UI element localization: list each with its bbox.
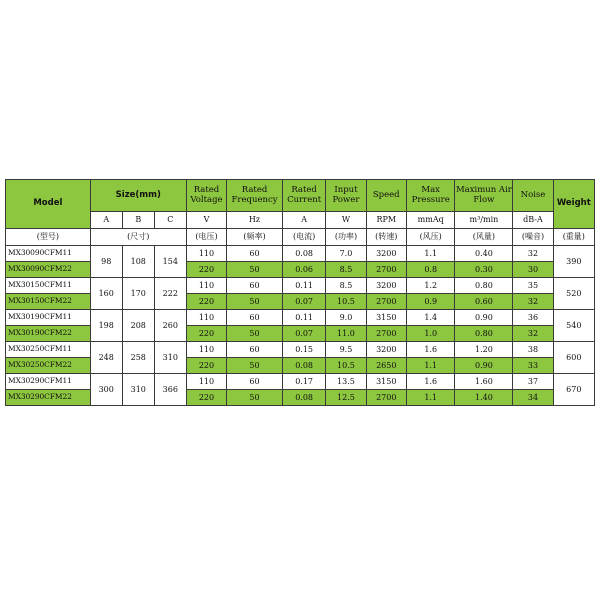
voltage-cell: 110 [186,246,226,262]
size-a-cell: 198 [90,310,122,342]
pressure-cell: 0.8 [406,262,455,278]
unit-power: W [326,212,366,229]
size-b-cell: 310 [122,374,154,406]
unit-current: A [282,212,325,229]
cn-model: (型号) [6,229,91,246]
table-row [6,278,595,294]
air-flow-cell: 0.80 [455,278,513,294]
size-a-cell: 300 [90,374,122,406]
voltage-cell: 220 [186,262,226,278]
voltage-cell: 110 [186,374,226,390]
size-c-cell: 154 [154,246,186,278]
noise-cell: 32 [513,294,553,310]
cn-voltage: (电压) [186,229,226,246]
noise-cell: 35 [513,278,553,294]
noise-cell: 32 [513,246,553,262]
header-max-air-flow: Maximun Air Flow [455,180,513,212]
unit-c: C [154,212,186,229]
air-flow-cell: 0.60 [455,294,513,310]
table-row [6,342,595,358]
speed-cell: 2700 [366,326,406,342]
size-a-cell: 248 [90,342,122,374]
speed-cell: 2700 [366,262,406,278]
header-size: Size(mm) [90,180,186,212]
model-cell: MX30190CFM22 [6,326,91,342]
current-cell: 0.08 [282,390,325,406]
model-cell: MX30090CFM22 [6,262,91,278]
speed-cell: 2700 [366,390,406,406]
power-cell: 8.5 [326,262,366,278]
power-cell: 9.5 [326,342,366,358]
speed-cell: 2700 [366,294,406,310]
current-cell: 0.11 [282,278,325,294]
frequency-cell: 50 [227,294,283,310]
power-cell: 11.0 [326,326,366,342]
air-flow-cell: 0.90 [455,358,513,374]
speed-cell: 3150 [366,310,406,326]
current-cell: 0.11 [282,310,325,326]
header-model: Model [6,180,91,229]
current-cell: 0.08 [282,246,325,262]
frequency-cell: 50 [227,326,283,342]
noise-cell: 30 [513,262,553,278]
noise-cell: 38 [513,342,553,358]
weight-cell: 600 [553,342,594,374]
frequency-cell: 60 [227,246,283,262]
pressure-cell: 1.1 [406,390,455,406]
current-cell: 0.15 [282,342,325,358]
voltage-cell: 110 [186,342,226,358]
air-flow-cell: 1.60 [455,374,513,390]
header-rated-frequency: Rated Frequency [227,180,283,212]
unit-frequency: Hz [227,212,283,229]
power-cell: 10.5 [326,358,366,374]
voltage-cell: 220 [186,294,226,310]
frequency-cell: 60 [227,278,283,294]
air-flow-cell: 1.40 [455,390,513,406]
voltage-cell: 220 [186,390,226,406]
current-cell: 0.07 [282,326,325,342]
speed-cell: 3150 [366,374,406,390]
current-cell: 0.07 [282,294,325,310]
size-c-cell: 222 [154,278,186,310]
voltage-cell: 110 [186,278,226,294]
pressure-cell: 1.4 [406,310,455,326]
air-flow-cell: 0.90 [455,310,513,326]
unit-speed: RPM [366,212,406,229]
noise-cell: 33 [513,358,553,374]
header-weight: Weight [553,180,594,229]
cn-frequency: (频率) [227,229,283,246]
size-c-cell: 366 [154,374,186,406]
speed-cell: 3200 [366,342,406,358]
frequency-cell: 50 [227,358,283,374]
air-flow-cell: 0.80 [455,326,513,342]
weight-cell: 670 [553,374,594,406]
noise-cell: 36 [513,310,553,326]
size-b-cell: 108 [122,246,154,278]
model-cell: MX30290CFM22 [6,390,91,406]
frequency-cell: 60 [227,342,283,358]
model-cell: MX30090CFM11 [6,246,91,262]
cn-size: (尺寸) [90,229,186,246]
size-b-cell: 208 [122,310,154,342]
cn-air-flow: (风量) [455,229,513,246]
pressure-cell: 1.0 [406,326,455,342]
frequency-cell: 50 [227,390,283,406]
current-cell: 0.17 [282,374,325,390]
speed-cell: 3200 [366,246,406,262]
cn-weight: (重量) [553,229,594,246]
size-c-cell: 310 [154,342,186,374]
air-flow-cell: 1.20 [455,342,513,358]
voltage-cell: 220 [186,358,226,374]
pressure-cell: 1.6 [406,374,455,390]
header-noise: Noise [513,180,553,212]
noise-cell: 32 [513,326,553,342]
air-flow-cell: 0.30 [455,262,513,278]
header-speed: Speed [366,180,406,212]
size-a-cell: 160 [90,278,122,310]
model-cell: MX30250CFM11 [6,342,91,358]
power-cell: 12.5 [326,390,366,406]
size-b-cell: 258 [122,342,154,374]
weight-cell: 390 [553,246,594,278]
air-flow-cell: 0.40 [455,246,513,262]
pressure-cell: 0.9 [406,294,455,310]
cn-power: (功率) [326,229,366,246]
frequency-cell: 50 [227,262,283,278]
model-cell: MX30190CFM11 [6,310,91,326]
header-rated-voltage: Rated Voltage [186,180,226,212]
unit-pressure: mmAq [406,212,455,229]
voltage-cell: 220 [186,326,226,342]
current-cell: 0.06 [282,262,325,278]
unit-air-flow: m³/min [455,212,513,229]
table-row [6,246,595,262]
speed-cell: 3200 [366,278,406,294]
noise-cell: 37 [513,374,553,390]
model-cell: MX30250CFM22 [6,358,91,374]
current-cell: 0.08 [282,358,325,374]
pressure-cell: 1.1 [406,358,455,374]
weight-cell: 540 [553,310,594,342]
cn-speed: (转速) [366,229,406,246]
power-cell: 8.5 [326,278,366,294]
power-cell: 10.5 [326,294,366,310]
frequency-cell: 60 [227,374,283,390]
cn-current: (电流) [282,229,325,246]
header-max-pressure: Max Pressure [406,180,455,212]
voltage-cell: 110 [186,310,226,326]
pressure-cell: 1.1 [406,246,455,262]
header-rated-current: Rated Current [282,180,325,212]
unit-a: A [90,212,122,229]
unit-noise: dB-A [513,212,553,229]
model-cell: MX30290CFM11 [6,374,91,390]
model-cell: MX30150CFM22 [6,294,91,310]
table-row [6,374,595,390]
noise-cell: 34 [513,390,553,406]
power-cell: 9.0 [326,310,366,326]
unit-voltage: V [186,212,226,229]
header-input-power: Input Power [326,180,366,212]
model-cell: MX30150CFM11 [6,278,91,294]
power-cell: 7.0 [326,246,366,262]
size-c-cell: 260 [154,310,186,342]
fan-spec-table [5,179,595,406]
unit-b: B [122,212,154,229]
size-a-cell: 98 [90,246,122,278]
power-cell: 13.5 [326,374,366,390]
table-row [6,310,595,326]
pressure-cell: 1.6 [406,342,455,358]
speed-cell: 2650 [366,358,406,374]
frequency-cell: 60 [227,310,283,326]
cn-pressure: (风压) [406,229,455,246]
cn-noise: (噪音) [513,229,553,246]
size-b-cell: 170 [122,278,154,310]
weight-cell: 520 [553,278,594,310]
pressure-cell: 1.2 [406,278,455,294]
